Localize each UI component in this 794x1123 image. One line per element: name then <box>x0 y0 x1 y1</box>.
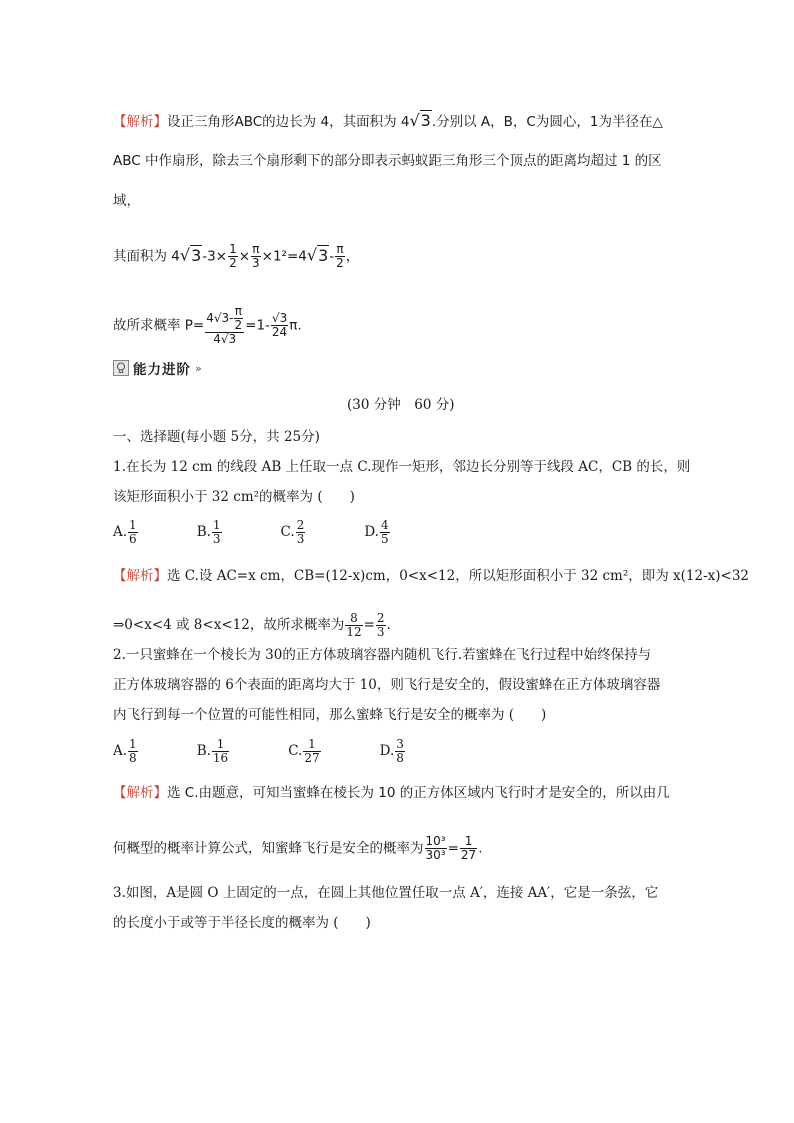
option-c <box>281 519 307 546</box>
text: =1- <box>245 317 270 334</box>
option-label: B. <box>196 524 211 540</box>
option-c <box>288 738 321 765</box>
solution-line-3: 域， <box>113 193 140 209</box>
fraction: $\frac{1}{8}$ <box>129 737 137 765</box>
question-1-line-2: 该矩形面积小于 32 cm²的概率为 ( ) <box>113 489 355 505</box>
radicand: 3 <box>318 245 329 265</box>
text: .分别以 A，B，C为圆心，1为半径在△ <box>431 114 663 130</box>
option-label: C. <box>288 743 303 759</box>
fraction: $\frac{1}{2}$ <box>229 242 237 270</box>
fraction: $\frac{3}{8}$ <box>396 737 404 765</box>
fraction: $\frac{2}{3}$ <box>376 611 385 639</box>
option-d <box>380 738 406 765</box>
fraction: $\frac{1}{16}$ <box>212 737 229 765</box>
option-a <box>113 738 139 765</box>
fraction: $\frac{8}{12}$ <box>346 611 362 639</box>
section-title: 能力进阶 <box>133 362 191 378</box>
option-label: C. <box>280 524 295 540</box>
fraction: $\frac{1}{3}$ <box>212 518 221 546</box>
option-b <box>197 519 223 546</box>
fraction: $\frac{1}{27}$ <box>460 834 477 862</box>
fraction: $\frac{\pi}{2}$ <box>336 242 344 270</box>
fraction: $\frac{4}{5}$ <box>380 518 389 546</box>
option-b <box>197 738 231 765</box>
solution-tag: 【解析】 <box>113 785 167 801</box>
lightbulb-icon <box>113 360 129 376</box>
question-1-options <box>113 519 449 546</box>
question-3-line-2: 的长度小于或等于半径长度的概率为 ( ) <box>113 915 371 931</box>
probability-formula <box>113 305 302 346</box>
time-limit: (30 分钟 60 分) <box>347 397 455 413</box>
text: 设正三角形ABC的边长为 4，其面积为 4 <box>167 114 410 130</box>
question-2-solution-1 <box>113 783 670 803</box>
question-3-line-1: 3.如图，A是圆 O 上固定的一点，在圆上其他位置任取一点 A′，连接 AA′，它是一条弦，它 <box>113 885 659 901</box>
question-2-options <box>113 738 464 765</box>
question-1-solution-2: ⇒0<x<4 或 8<x<12，故所求概率为 $\frac{8}{12}$ = $\frac{2}{3}$ . <box>113 611 391 639</box>
solution-tag: 【解析】 <box>113 114 167 130</box>
double-chevron-icon: » <box>195 361 202 375</box>
question-2-line-3: 内飞行到每一个位置的可能性相同，那么蜜蜂飞行是安全的概率为 ( ) <box>113 707 547 723</box>
question-2-line-1: 2.一只蜜蜂在一个棱长为 30的正方体玻璃容器内随机飞行.若蜜蜂在飞行过程中始终保持与 <box>113 647 652 663</box>
text: π. <box>289 317 302 334</box>
solution-line-2: ABC 中作扇形，除去三个扇形剩下的部分即表示蚂蚁距三角形三个顶点的距离均超过 1 的区 <box>113 153 662 169</box>
text: 何概型的概率计算公式，知蜜蜂飞行是安全的概率为 <box>113 840 424 857</box>
option-label: A. <box>113 743 128 759</box>
question-2-line-2: 正方体玻璃容器的 6个表面的距离均大于 10，则飞行是安全的，假设蜜蜂在正方体玻璃容器 <box>113 677 661 693</box>
text: 故所求概率 P= <box>113 317 205 334</box>
text: - <box>329 248 335 265</box>
sqrt-symbol: √ <box>306 245 318 265</box>
sqrt-symbol: √ <box>409 111 420 130</box>
text: 选 C.设 AC=x cm，CB=(12-x)cm，0<x<12，所以矩形面积小于 32 cm²，即为 x(12-x)<32 <box>167 568 750 584</box>
option-label: A. <box>113 524 128 540</box>
fraction: $\frac{1}{27}$ <box>304 737 320 765</box>
fraction: $\frac{2}{3}$ <box>296 518 305 546</box>
sqrt-symbol: √ <box>179 245 191 265</box>
part-heading: 一、选择题(每小题 5分，共 25分) <box>113 429 320 445</box>
text: ， <box>345 248 360 265</box>
radicand: 3 <box>420 111 431 130</box>
section-header <box>113 358 202 378</box>
solution-tag: 【解析】 <box>113 568 167 584</box>
fraction: 4√3- $\frac{\pi}{2}$ 4√3 <box>206 304 243 346</box>
text: ⇒0<x<4 或 8<x<12，故所求概率为 <box>113 617 345 633</box>
text: × <box>238 248 251 265</box>
text: 选 C.由题意，可知当蜜蜂在棱长为 10 的正方体区域内飞行时才是安全的，所以由几 <box>167 785 670 801</box>
question-2-solution-2: 何概型的概率计算公式，知蜜蜂飞行是安全的概率为 $\frac{\text{10³}}{\text{30³}}$ = $\frac{1}{27}$ . <box>113 834 483 862</box>
radicand: 3 <box>191 245 202 265</box>
text: 其面积为 4 <box>113 248 180 265</box>
question-1-solution-1 <box>113 566 749 586</box>
option-label: D. <box>379 743 395 759</box>
fraction: $\frac{\pi}{3}$ <box>252 242 260 270</box>
option-label: D. <box>364 524 379 540</box>
text: -3× <box>202 248 228 265</box>
fraction: $\frac{√3}{24}$ <box>271 311 288 339</box>
solution-line-1 <box>113 111 663 132</box>
fraction: $\frac{\text{10³}}{\text{30³}}$ <box>425 834 446 862</box>
question-1-line-1: 1.在长为 12 cm 的线段 AB 上任取一点 C.现作一矩形，邻边长分别等于线段 AC，CB 的长，则 <box>113 459 691 475</box>
fraction: $\frac{1}{6}$ <box>129 518 137 546</box>
text: ×1²=4 <box>261 248 307 265</box>
option-d <box>364 519 390 546</box>
option-label: B. <box>196 743 211 759</box>
option-a <box>113 519 139 546</box>
area-formula <box>113 243 359 270</box>
